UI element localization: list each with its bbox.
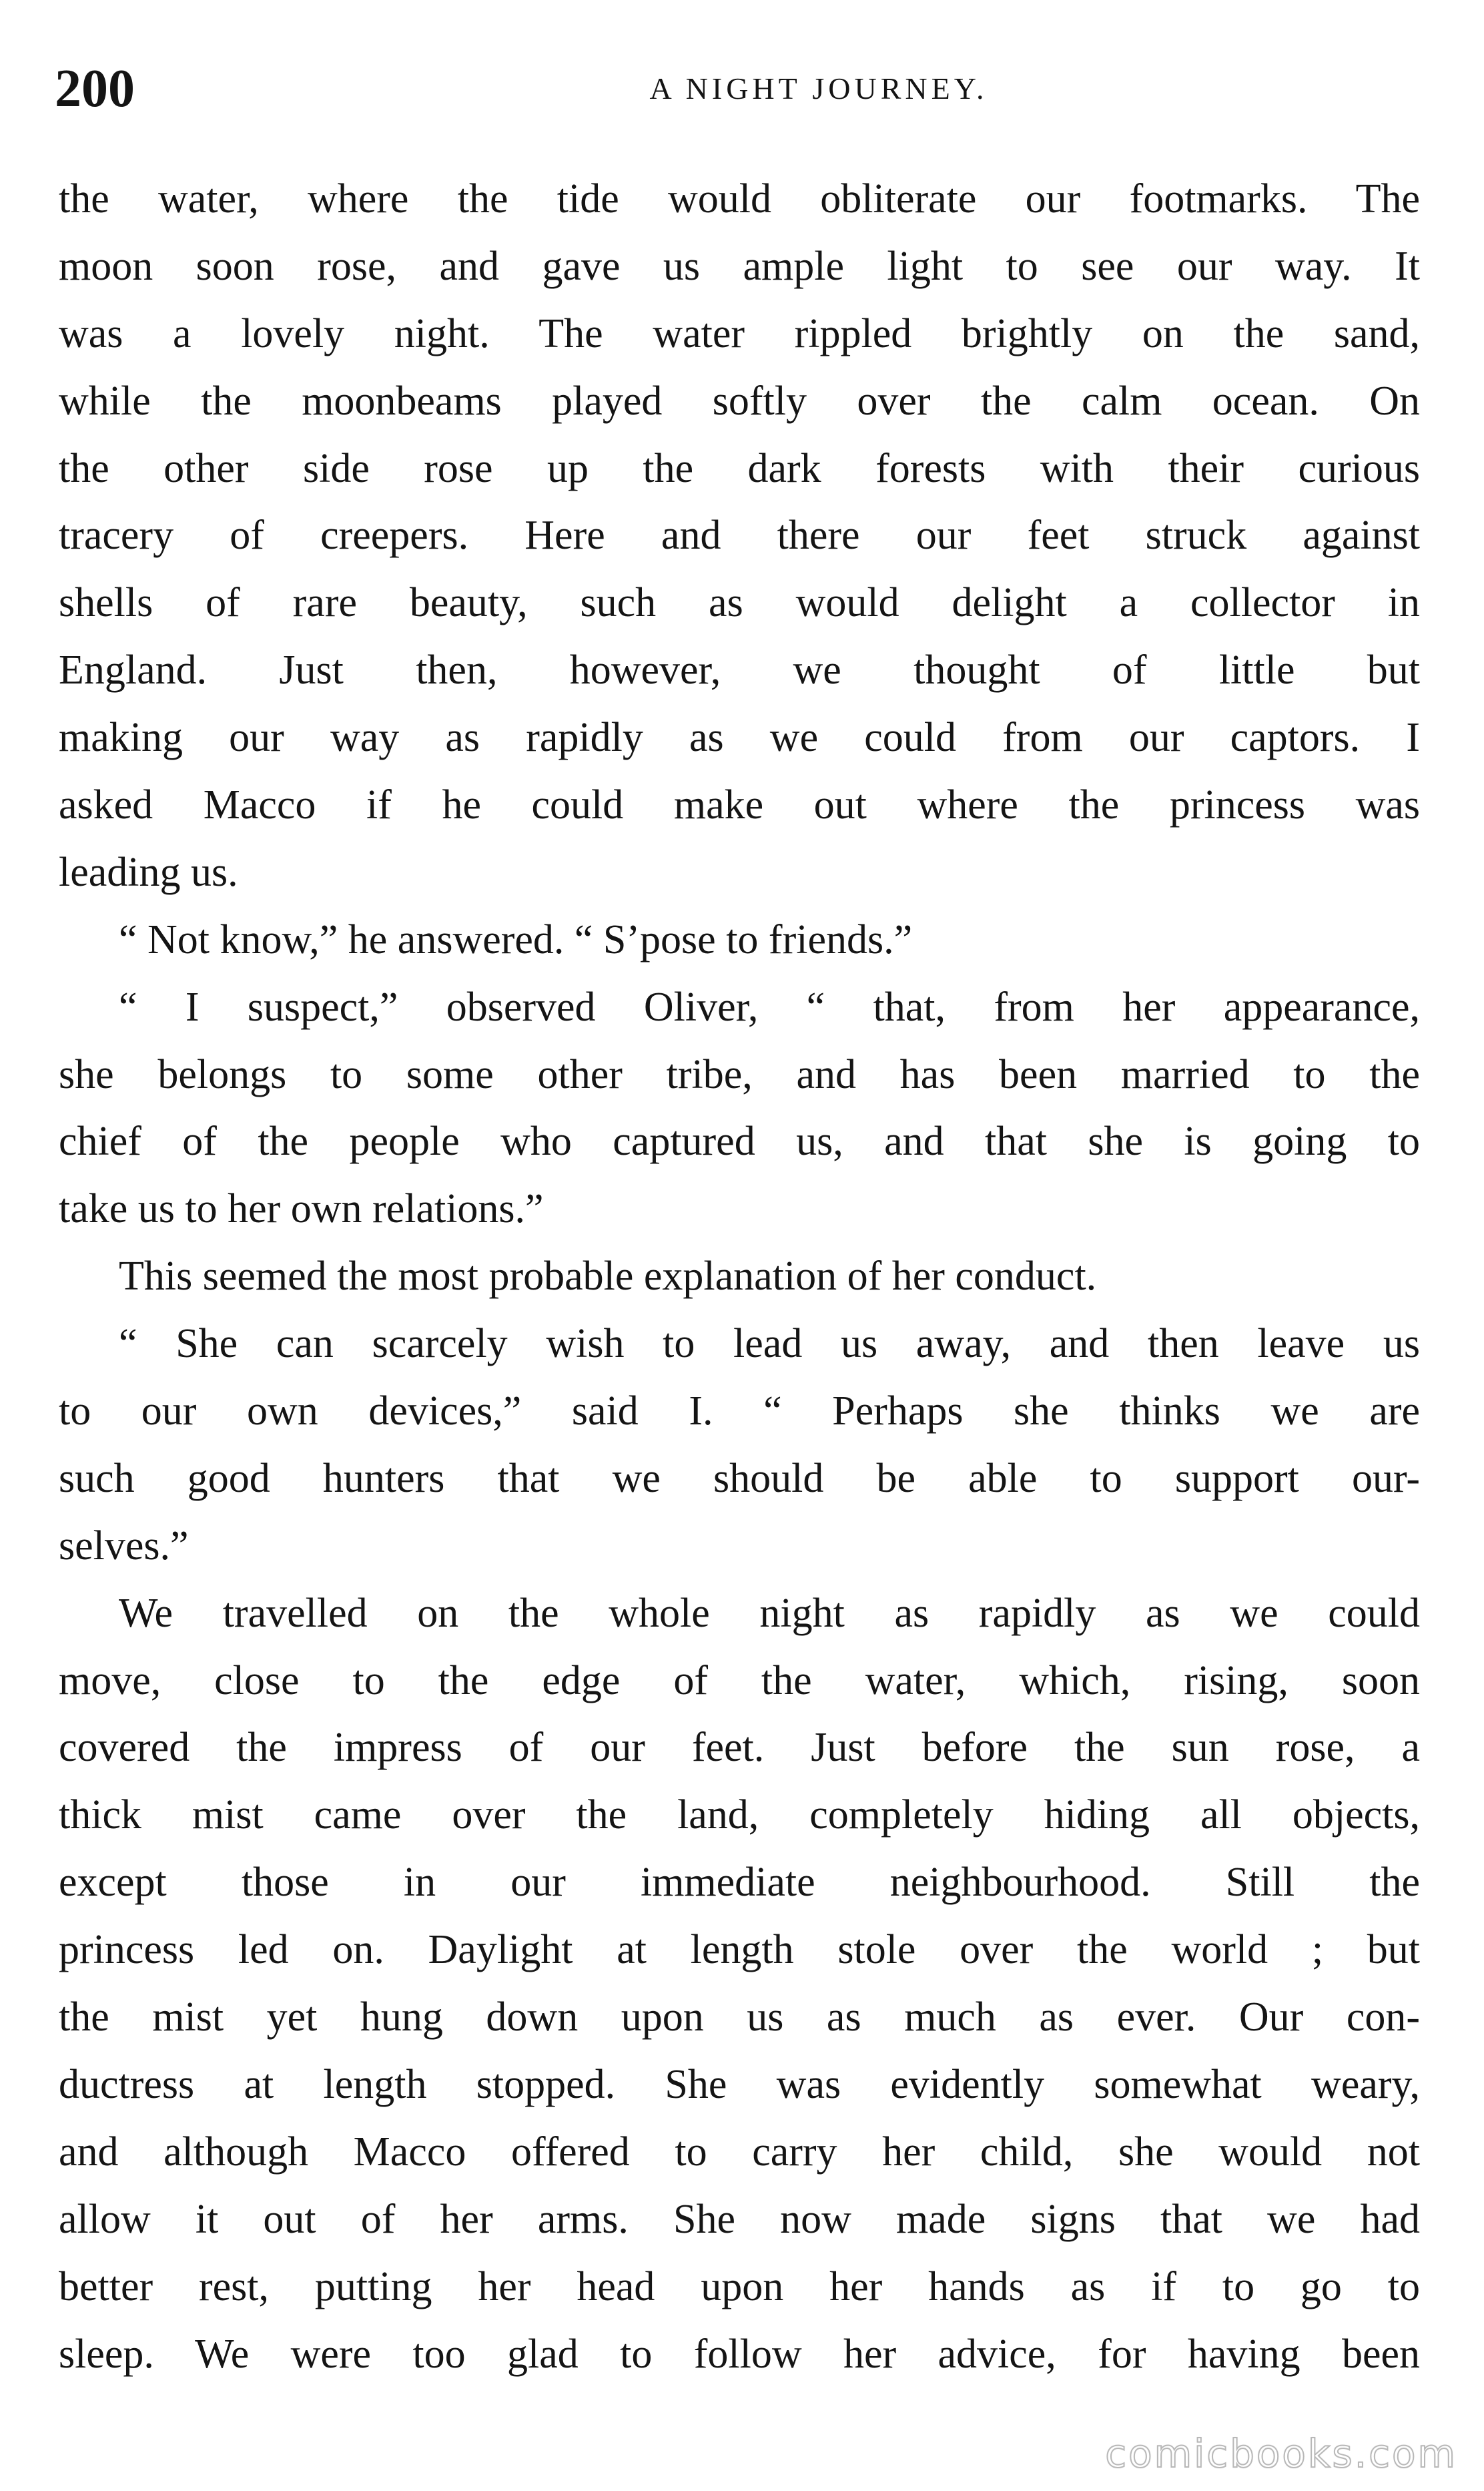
text-line: England. Just then, however, we thought of little but [59,647,1420,694]
page-number: 200 [55,59,135,118]
text-line: asked Macco if he could make out where the princess was [59,782,1420,828]
text-line: she belongs to some other tribe, and has been married to the [59,1051,1420,1097]
text-line: better rest, putting her head upon her hands as if to go to [59,2263,1420,2309]
watermark: comicbooks.com [1105,2431,1457,2476]
text-line: We travelled on the whole night as rapidly as we could [119,1590,1420,1636]
text-line: to our own devices,” said I. “ Perhaps she thinks we are [59,1388,1420,1434]
text-line: the mist yet hung down upon us as much as ever. Our con- [59,1994,1420,2040]
text-line: allow it out of her arms. She now made signs that we had [59,2196,1420,2242]
text-line: such good hunters that we should be able to support our- [59,1455,1420,1501]
text-line: selves.” [59,1523,189,1569]
text-line: chief of the people who captured us, and that she is going to [59,1119,1420,1165]
text-line: making our way as rapidly as we could from our captors. I [59,715,1420,761]
body-text [59,166,1420,2388]
page-header [55,52,1429,125]
text-line: thick mist came over the land, completely hiding all objects, [59,1792,1420,1838]
text-line: leading us. [59,849,238,895]
text-line: the water, where the tide would obliterate our footmarks. The [59,176,1420,222]
text-line: shells of rare beauty, such as would delight a collector in [59,580,1420,626]
text-line: move, close to the edge of the water, which, rising, soon [59,1657,1420,1703]
running-head: A NIGHT JOURNEY. [649,71,988,105]
text-line: ductress at length stopped. She was evidently somewhat weary, [59,2061,1420,2107]
text-line: tracery of creepers. Here and there our feet struck against [59,513,1420,559]
text-line: take us to her own relations.” [59,1186,544,1232]
text-line: and although Macco offered to carry her child, she would not [59,2129,1420,2175]
text-line: except those in our immediate neighbourhood. Still the [59,1860,1420,1906]
text-line: moon soon rose, and gave us ample light to see our way. It [59,243,1420,289]
text-line: princess led on. Daylight at length stole over the world ; but [59,1927,1420,1973]
text-line: This seemed the most probable explanation of her conduct. [119,1254,1097,1300]
text-line: “ She can scarcely wish to lead us away, and then leave us [119,1321,1420,1367]
text-line: was a lovely night. The water rippled brightly on the sand, [59,310,1420,356]
text-line: sleep. We were too glad to follow her advice, for having been [59,2331,1420,2377]
text-line: “ Not know,” he answered. “ S’pose to friends.” [119,916,913,962]
text-line: the other side rose up the dark forests with their curious [59,445,1420,491]
text-line: “ I suspect,” observed Oliver, “ that, from her appearance, [119,984,1420,1030]
text-line: covered the impress of our feet. Just before the sun rose, a [59,1725,1420,1771]
text-line: while the moonbeams played softly over the calm ocean. On [59,378,1420,424]
